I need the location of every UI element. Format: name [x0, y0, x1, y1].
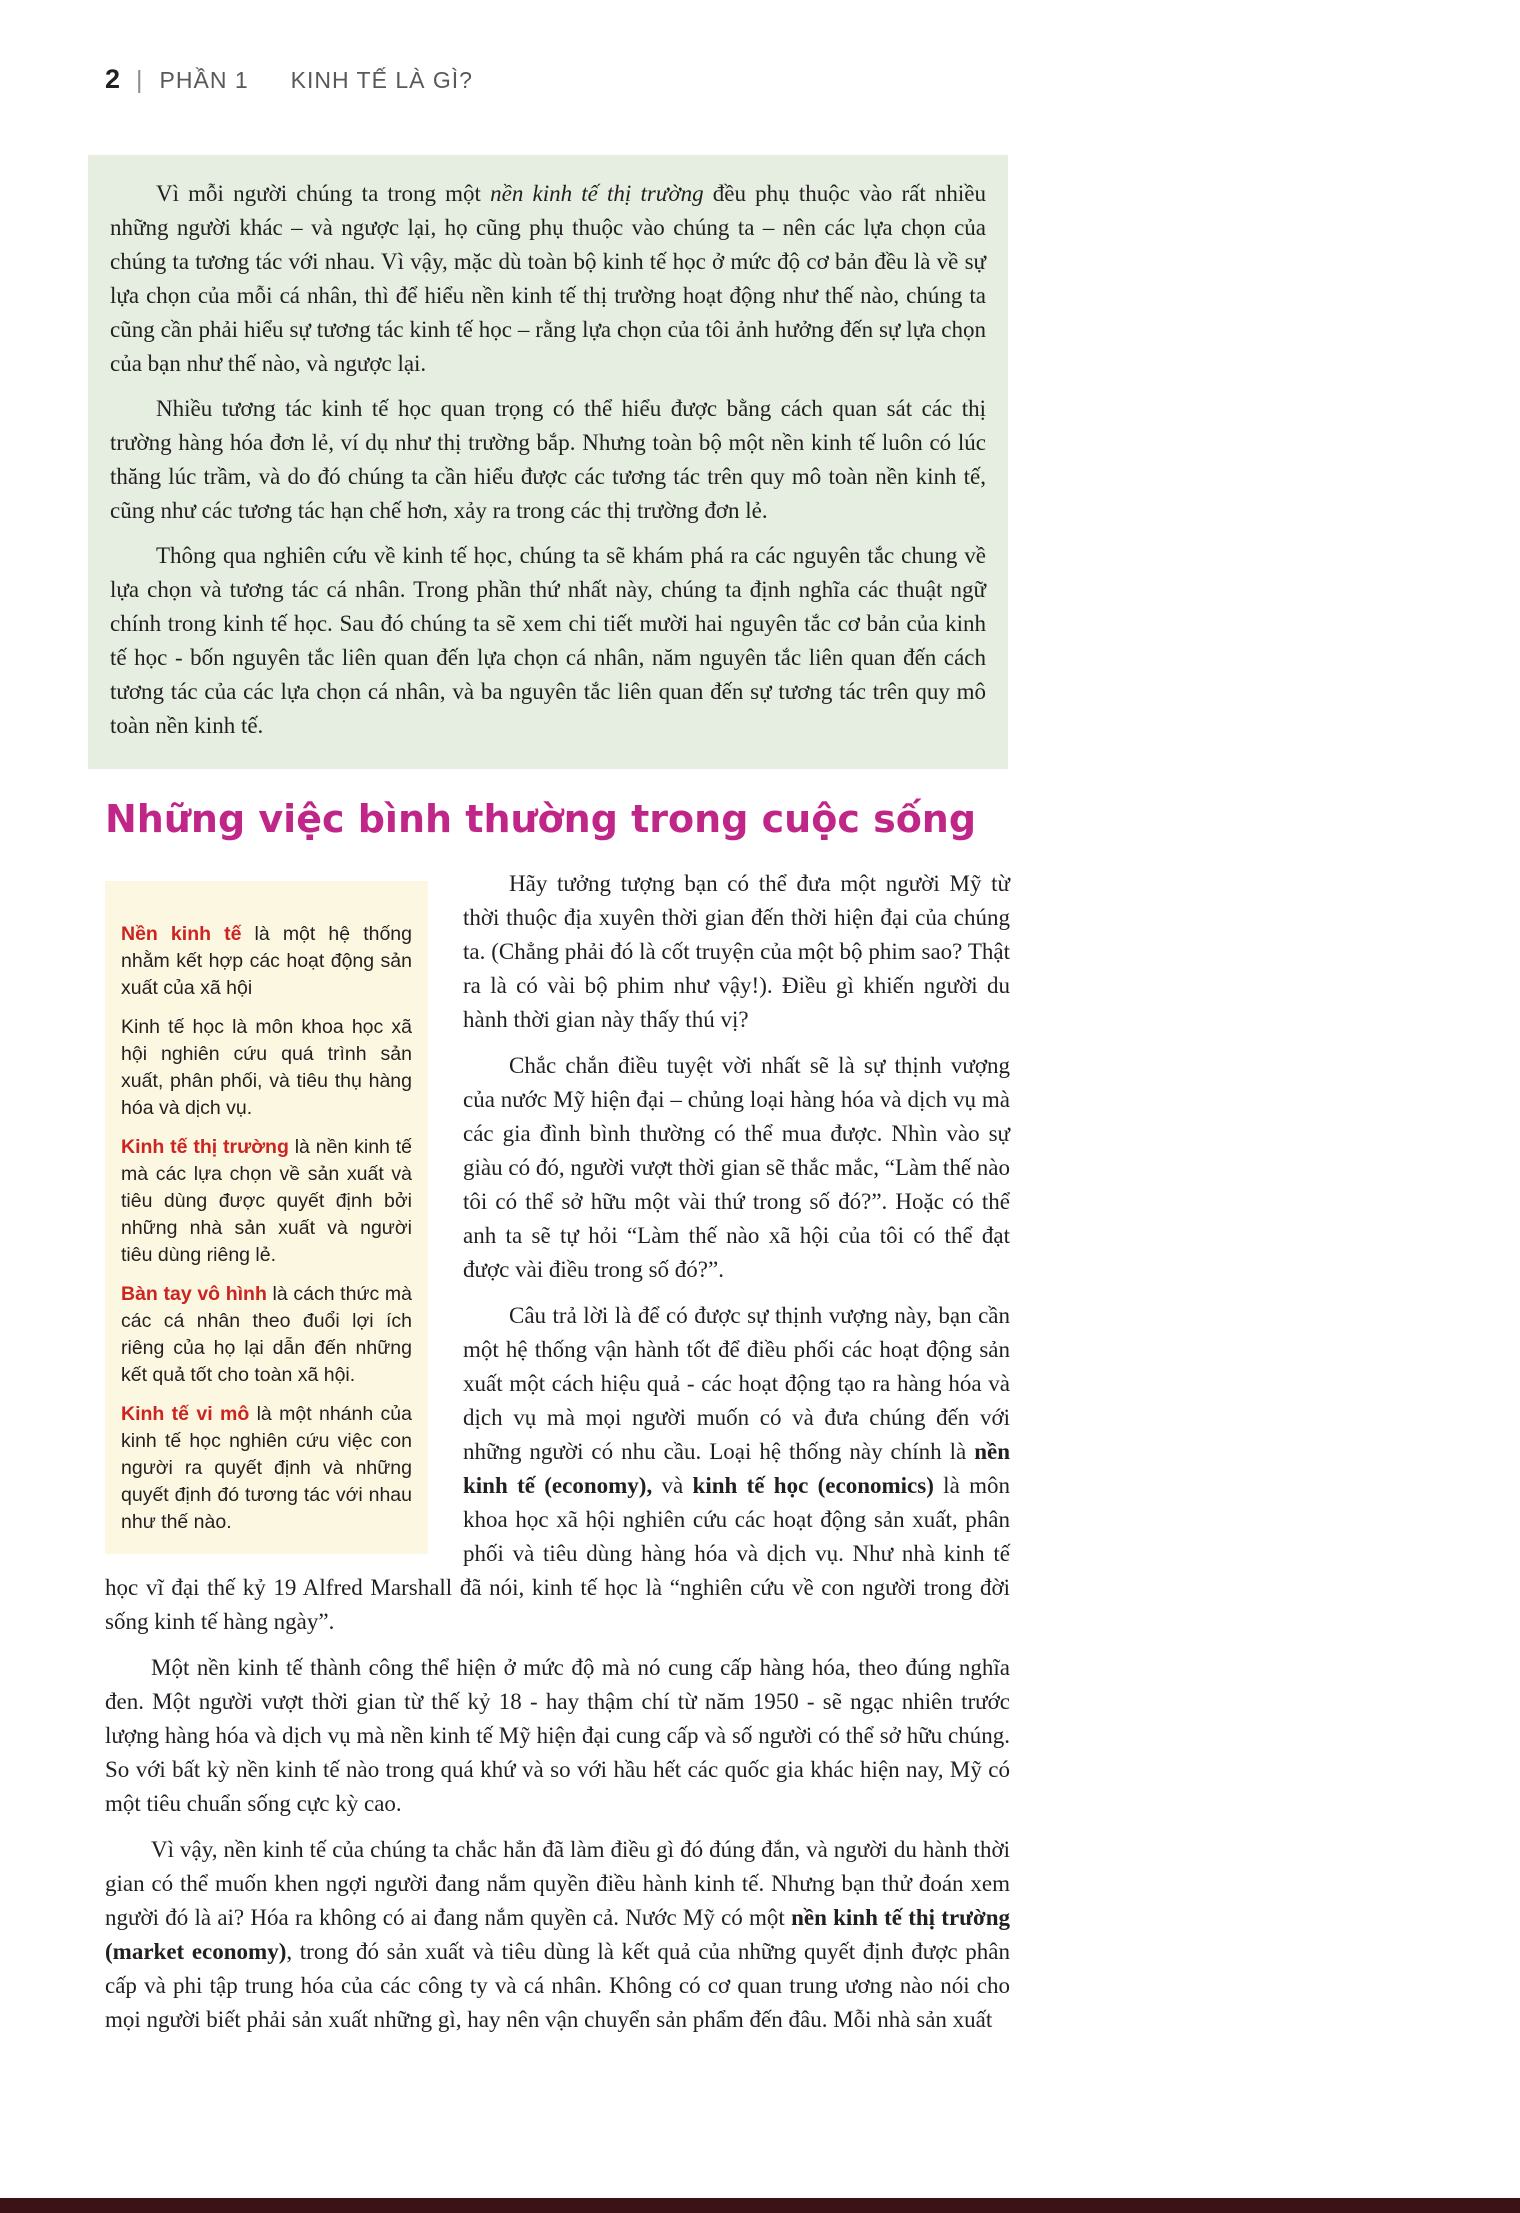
section-heading: Những việc bình thường trong cuộc sống [105, 797, 977, 841]
body-paragraph-1: Hãy tưởng tượng bạn có thể đưa một người Mỹ từ thời thuộc địa xuyên thời gian đến thời hiện đại của chúng ta. (Chẳng phải đó là cốt truyện của một bộ phim sao? Thật ra là có vài bộ phim như vậy!). Điều gì khiến người du hành thời gian này thấy thú vị? [463, 871, 1010, 1032]
page-number: 2 [105, 64, 121, 94]
body-paragraph-3: Câu trả lời là để có được sự thịnh vượng này, bạn cần một hệ thống vận hành tốt để điều phối các hoạt động sản xuất một cách hiệu quả - các hoạt động tạo ra hàng hóa và dịch vụ mà mọi người muốn có và đưa chúng đến với những người có nhu cầu. Loại hệ thống này chính là nền kinh tế (economy), và kinh tế học (economics) là môn khoa học xã hội nghiên cứu các hoạt động sản xuất, phân phối và tiêu dùng hàng hóa và dịch vụ. Như nhà kinh tế học vĩ đại thế kỷ 19 Alfred Marshall đã nói, kinh tế học là “nghiên cứu về con người trong đời sống kinh tế hàng ngày”. [105, 1303, 1010, 1634]
body-paragraph-5: Vì vậy, nền kinh tế của chúng ta chắc hẳn đã làm điều gì đó đúng đắn, và người du hành thời gian có thể muốn khen ngợi người đang nắm quyền điều hành kinh tế. Nhưng bạn thử đoán xem người đó là ai? Hóa ra không có ai đang nắm quyền cả. Nước Mỹ có một nền kinh tế thị trường (market economy), trong đó sản xuất và tiêu dùng là kết quả của những quyết định được phân cấp và phi tập trung hóa của các công ty và cá nhân. Không có cơ quan trung ương nào nói cho mọi người biết phải sản xuất những gì, hay nên vận chuyển sản phẩm đến đâu. Mỗi nhà sản xuất [105, 1837, 1010, 2032]
intro-paragraph-1: Vì mỗi người chúng ta trong một nền kinh tế thị trường đều phụ thuộc vào rất nhiều những người khác – và ngược lại, họ cũng phụ thuộc vào chúng ta – nên các lựa chọn của chúng ta tương tác với nhau. Vì vậy, mặc dù toàn bộ kinh tế học ở mức độ cơ bản đều là về sự lựa chọn của mỗi cá nhân, thì để hiểu nền kinh tế thị trường hoạt động như thế nào, chúng ta cũng cần phải hiểu sự tương tác kinh tế học – rằng lựa chọn của tôi ảnh hưởng đến sự lựa chọn của bạn như thế nào, và ngược lại. [110, 181, 986, 376]
running-head [105, 64, 1520, 95]
intro-paragraph-2: Nhiều tương tác kinh tế học quan trọng có thể hiểu được bằng cách quan sát các thị trường hàng hóa đơn lẻ, ví dụ như thị trường bắp. Nhưng toàn bộ một nền kinh tế luôn có lúc thăng lúc trầm, và do đó chúng ta cần hiểu được các tương tác trên quy mô toàn nền kinh tế, cũng như các tương tác hạn chế hơn, xảy ra trong các thị trường đơn lẻ. [110, 396, 986, 523]
definition-ban-tay-vo-hinh: Bàn tay vô hình là cách thức mà các cá nhân theo đuổi lợi ích riêng của họ lại dẫn đến những kết quả tốt cho toàn xã hội. [121, 1283, 412, 1386]
definitions-sidebar [105, 881, 428, 1554]
intro-summary-box [88, 155, 1008, 769]
body-paragraph-4: Một nền kinh tế thành công thể hiện ở mức độ mà nó cung cấp hàng hóa, theo đúng nghĩa đen. Một người vượt thời gian từ thế kỷ 18 - hay thậm chí từ năm 1950 - sẽ ngạc nhiên trước lượng hàng hóa và dịch vụ mà nền kinh tế Mỹ hiện đại cung cấp và số người có thể sở hữu chúng. So với bất kỳ nền kinh tế nào trong quá khứ và so với hầu hết các quốc gia khác hiện nay, Mỹ có một tiêu chuẩn sống cực kỳ cao. [105, 1655, 1010, 1816]
part-label: PHẦN 1 [159, 67, 249, 93]
intro-paragraph-3: Thông qua nghiên cứu về kinh tế học, chúng ta sẽ khám phá ra các nguyên tắc chung về lựa chọn và tương tác cá nhân. Trong phần thứ nhất này, chúng ta định nghĩa các thuật ngữ chính trong kinh tế học. Sau đó chúng ta sẽ xem chi tiết mười hai nguyên tắc cơ bản của kinh tế học - bốn nguyên tắc liên quan đến lựa chọn cá nhân, năm nguyên tắc liên quan đến cách tương tác của các lựa chọn cá nhân, và ba nguyên tắc liên quan đến sự tương tác trên quy mô toàn nền kinh tế. [110, 543, 986, 738]
page-bottom-bar [0, 2198, 1520, 2213]
body-paragraph-2: Chắc chắn điều tuyệt vời nhất sẽ là sự thịnh vượng của nước Mỹ hiện đại – chủng loại hàng hóa và dịch vụ mà các gia đình bình thường có thể mua được. Nhìn vào sự giàu có đó, người vượt thời gian sẽ thắc mắc, “Làm thế nào tôi có thể sở hữu một vài thứ trong số đó?”. Hoặc có thể anh ta sẽ tự hỏi “Làm thế nào xã hội của tôi có thể đạt được vài điều trong số đó?”. [463, 1053, 1010, 1282]
main-text-flow [105, 867, 1010, 2037]
definition-kinh-te-vi-mo: Kinh tế vi mô là một nhánh của kinh tế học nghiên cứu việc con người ra quyết định và những quyết định đó tương tác với nhau như thế nào. [121, 1403, 412, 1533]
header-separator: | [136, 66, 144, 94]
definition-kinh-te-thi-truong: Kinh tế thị trường là nền kinh tế mà các lựa chọn về sản xuất và tiêu dùng được quyết định bởi những nhà sản xuất và người tiêu dùng riêng lẻ. [121, 1136, 412, 1266]
part-title: KINH TẾ LÀ GÌ? [290, 67, 473, 93]
definition-nen-kinh-te: Nền kinh tế là một hệ thống nhằm kết hợp các hoạt động sản xuất của xã hội [121, 923, 412, 999]
definition-kinh-te-hoc: Kinh tế học là môn khoa học xã hội nghiên cứu quá trình sản xuất, phân phối, và tiêu thụ hàng hóa và dịch vụ. [121, 1016, 412, 1119]
